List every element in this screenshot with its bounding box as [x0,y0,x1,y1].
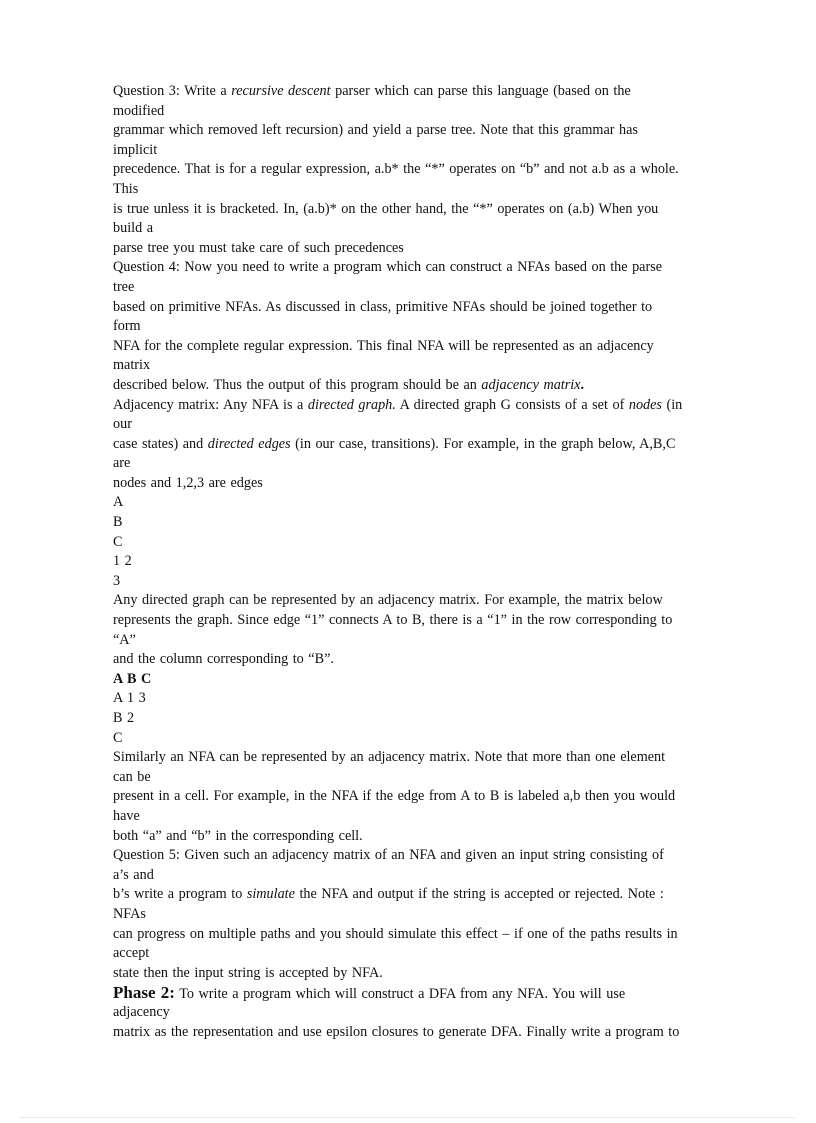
text-line [113,670,748,690]
text-line [113,278,748,298]
text-run: are [113,455,131,472]
text-line [113,552,748,572]
text-line [113,729,748,749]
text-line [113,925,748,945]
text-run: can progress on multiple paths and you should simulate this effect – if one of the paths results in [113,925,678,942]
text-run: (in our case, transitions). For example, in the graph below, A,B,C [290,435,676,452]
text-run: Any directed graph can be represented by an adjacency matrix. For example, the matrix below [113,592,663,609]
text-run: state then the input string is accepted by NFA. [113,964,383,981]
text-line [113,885,748,905]
text-line [113,435,748,455]
text-line [113,709,748,729]
text-run: represents the graph. Since edge “1” connects A to B, there is a “1” in the row corresponding to [113,612,673,629]
text-line [113,356,748,376]
text-line [113,846,748,866]
text-line [113,258,748,278]
text-run: Question 4: Now you need to write a program which can construct a NFAs based on the parse [113,259,663,276]
text-line [113,102,748,122]
text-line [113,160,748,180]
text-line [113,219,748,239]
text-run: grammar which removed left recursion) and yield a parse tree. Note that this grammar has [113,122,638,139]
text-run: parse tree you must take care of such precedences [113,239,404,256]
text-run: a’s and [113,866,154,883]
text-run: case states) and [113,435,208,452]
text-line [113,513,748,533]
text-run: the NFA and output if the string is accepted or rejected. Note : [294,886,664,903]
text-line [113,611,748,631]
text-line [113,827,748,847]
emphasis-text: simulate [246,886,295,903]
text-line [113,474,748,494]
text-run: C [113,533,123,550]
text-line [113,298,748,318]
text-line [113,944,748,964]
text-run: Question 3: Write a [113,83,232,99]
text-run: accept [113,945,150,962]
document-body [113,82,748,1042]
text-run: parser which can parse this language (based on the [330,83,631,99]
phase-heading: Phase 2: [113,983,175,1003]
text-run: form [113,318,141,335]
text-run: modified [113,102,165,119]
emphasis-text: nodes [628,396,662,413]
text-run: adjacency [113,1003,170,1020]
text-line [113,337,748,357]
text-run: have [113,807,140,824]
text-line [113,141,748,161]
text-line [113,415,748,435]
text-line [113,689,748,709]
text-line [113,591,748,611]
text-run: (in [661,396,683,413]
text-line [113,787,748,807]
text-line [113,768,748,788]
text-line [113,572,748,592]
page-bottom-divider [20,1117,796,1118]
text-line [113,748,748,768]
emphasis-text: directed graph. [307,396,396,413]
text-run: described below. Thus the output of this program should be an [113,376,482,393]
text-run: A 1 3 [113,690,146,707]
text-run: Question 5: Given such an adjacency matrix of an NFA and given an input string consisting of [113,847,664,864]
text-run: matrix as the representation and use epsilon closures to generate DFA. Finally write a program to [113,1023,680,1040]
text-run: B 2 [113,710,135,726]
text-run: precedence. That is for a regular expression, a.b* the “*” operates on “b” and not a.b as a whole. [113,161,679,178]
text-run: is true unless it is bracketed. In, (a.b)* on the other hand, the “*” operates on (a.b) When you [113,200,659,217]
text-run: our [113,416,132,433]
text-line [113,1003,748,1023]
text-run: NFAs [113,905,146,922]
text-line [113,650,748,670]
text-run: 1 2 [113,553,132,570]
text-run: build a [113,220,154,237]
emphasis-text: recursive descent [231,83,331,99]
text-run: matrix [113,357,151,374]
text-run: Similarly an NFA can be represented by an adjacency matrix. Note that more than one element [113,749,666,766]
emphasis-text: adjacency matrix [481,376,581,393]
emphasis-text: directed edges [207,435,291,452]
text-line [113,807,748,827]
text-run: “A” [113,631,136,648]
text-line [113,493,748,513]
text-run: nodes and 1,2,3 are edges [113,474,263,491]
text-run: A B C [113,670,152,687]
text-line [113,376,748,396]
text-line [113,180,748,200]
text-line [113,121,748,141]
text-line [113,1023,748,1043]
text-run: and the column corresponding to “B”. [113,651,334,668]
text-run: Adjacency matrix: Any NFA is a [113,396,308,413]
text-line [113,454,748,474]
text-line [113,533,748,553]
text-line [113,964,748,984]
text-run: A directed graph G consists of a set of [395,396,629,413]
text-run: both “a” and “b” in the corresponding cell. [113,827,363,844]
text-run: C [113,729,123,746]
text-run: . [580,376,585,393]
text-run: based on primitive NFAs. As discussed in class, primitive NFAs should be joined together to [113,298,653,315]
text-line [113,631,748,651]
text-run: A [113,494,124,511]
text-line [113,983,748,1003]
text-run: 3 [113,572,121,589]
text-line [113,396,748,416]
text-line [113,905,748,925]
text-line [113,317,748,337]
text-run: present in a cell. For example, in the NFA if the edge from A to B is labeled a,b then you would [113,788,676,805]
text-line [113,82,748,102]
text-run: This [113,180,139,197]
text-run: B [113,514,123,531]
text-run: To write a program which will construct a DFA from any NFA. You will use [174,986,626,1003]
text-line [113,239,748,259]
text-run: tree [113,278,135,295]
text-run: can be [113,768,151,785]
text-run: b’s write a program to [113,886,247,903]
text-run: implicit [113,141,158,158]
text-line [113,200,748,220]
text-line [113,866,748,886]
text-run: NFA for the complete regular expression. This final NFA will be represented as an adjacency [113,337,654,354]
